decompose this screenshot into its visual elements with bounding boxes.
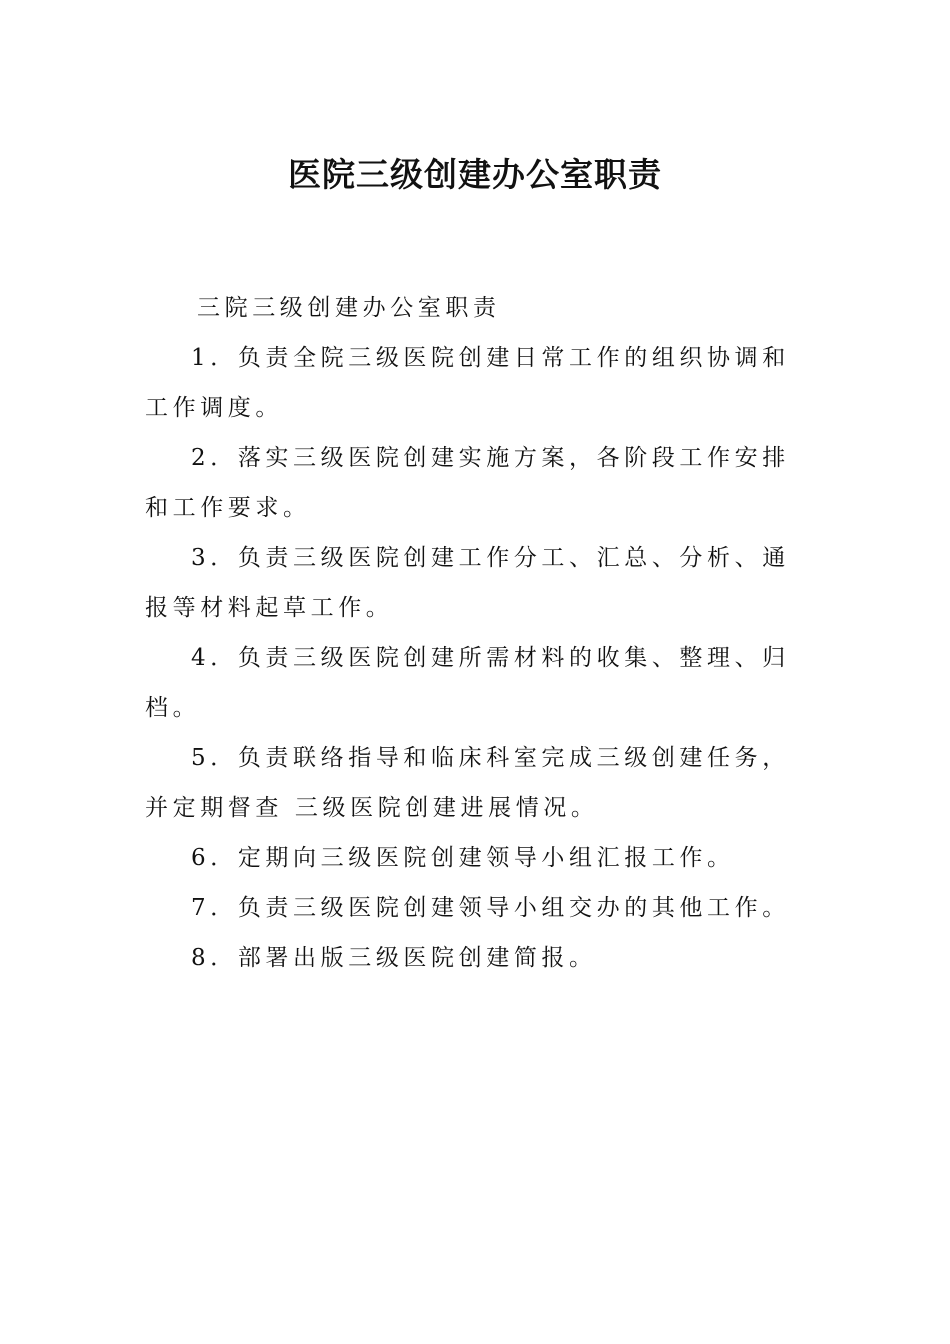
duty-item-3: 3．负责三级医院创建工作分工、汇总、分析、通报等材料起草工作。: [145, 545, 790, 621]
duty-item-6: 6．定期向三级医院创建领导小组汇报工作。: [191, 845, 735, 871]
duty-item-7: 7．负责三级医院创建领导小组交办的其他工作。: [191, 895, 790, 921]
document-body: [145, 283, 807, 983]
document-subtitle: 三院三级创建办公室职责: [197, 295, 501, 321]
duty-item-4: 4．负责三级医院创建所需材料的收集、整理、归档。: [145, 645, 790, 721]
duty-item-8: 8．部署出版三级医院创建简报。: [191, 945, 597, 971]
page-title: 医院三级创建办公室职责: [288, 155, 662, 195]
duty-item-2: 2．落实三级医院创建实施方案，各阶段工作安排和工作要求。: [145, 445, 790, 521]
duty-item-1: 1．负责全院三级医院创建日常工作的组织协调和工作调度。: [145, 345, 790, 421]
duty-item-5: 5．负责联络指导和临床科室完成三级创建任务，并定期督查 三级医院创建进展情况。: [145, 745, 790, 821]
